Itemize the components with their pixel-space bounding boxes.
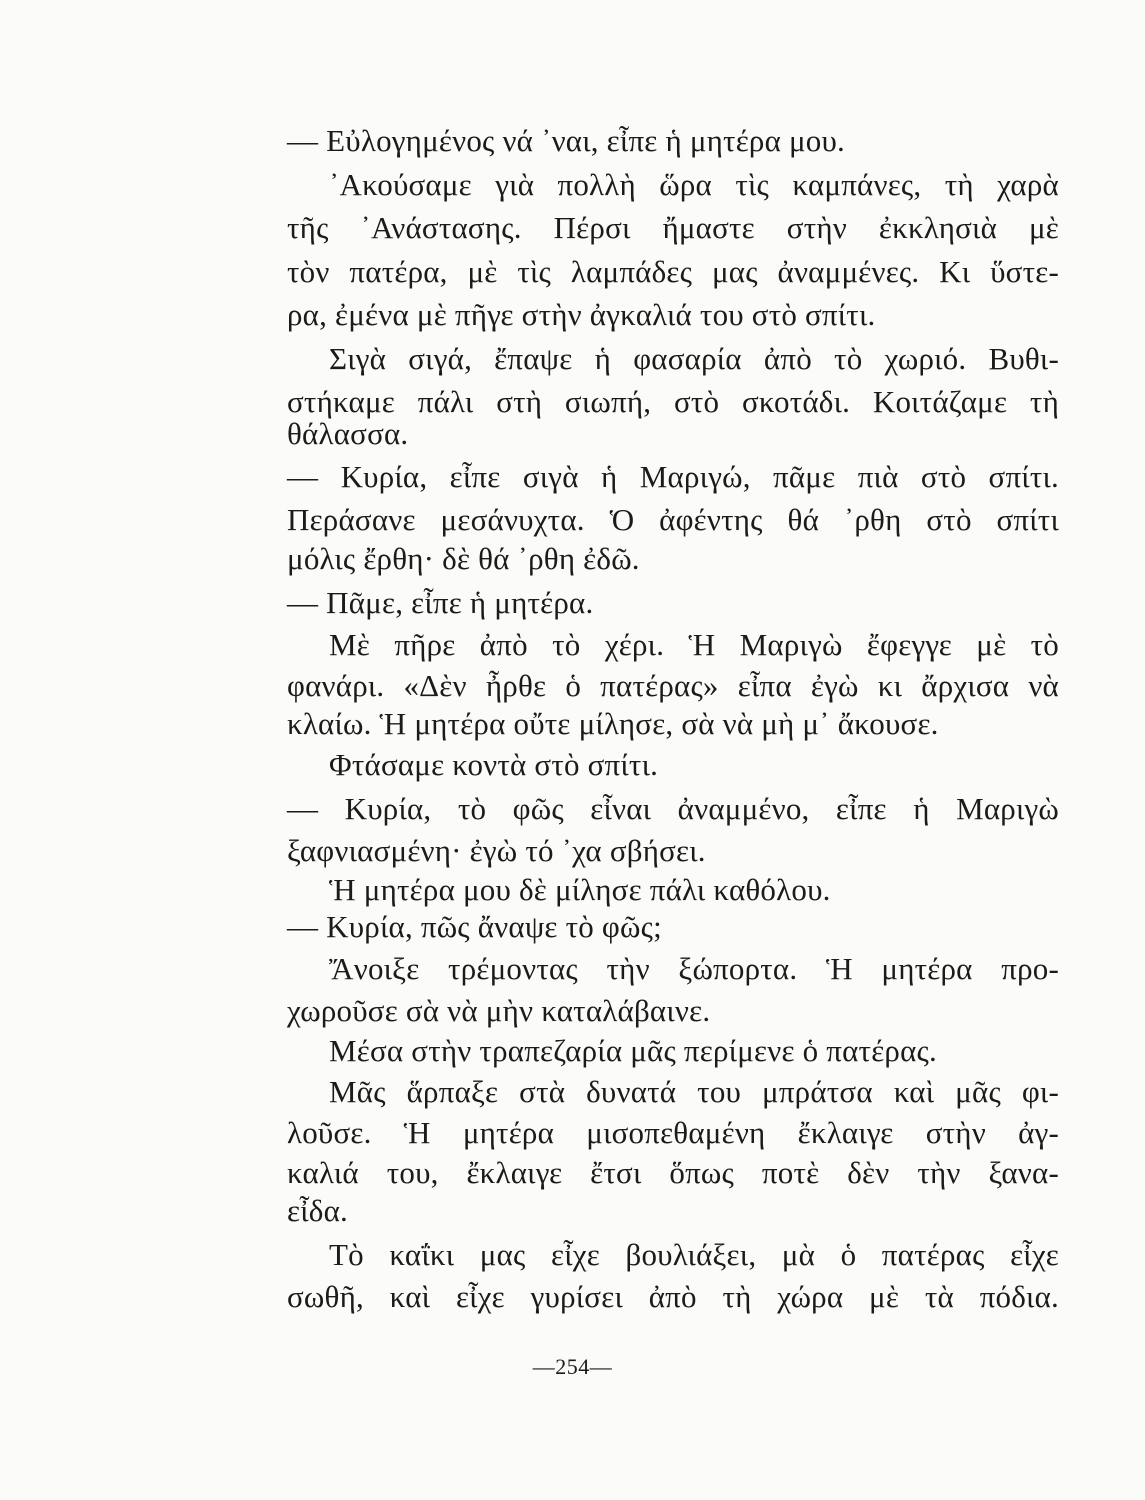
text-line: μόλις ἔρθη· δὲ θά ᾿ρθη ἐδῶ. [287, 541, 640, 576]
text-line: φανάρι. «Δὲν ἦρθε ὁ πατέρας» εἶπα ἐγὼ κι ἄρχισα νὰ [287, 668, 1059, 703]
text-line: Περάσανε μεσάνυχτα. Ὁ ἀφέντης θά ᾿ρθη στὸ σπίτι [287, 502, 1059, 537]
text-line-dialogue: — Εὐλογημένος νά ᾿ναι, εἶπε ἡ μητέρα μου. [287, 123, 846, 158]
text-line: σωθῆ, καὶ εἶχε γυρίσει ἀπὸ τὴ χώρα μὲ τὰ πόδια. [287, 1279, 1059, 1314]
text-line: Ἡ μητέρα μου δὲ μίλησε πάλι καθόλου. [329, 872, 831, 907]
text-line: Μὲ πῆρε ἀπὸ τὸ χέρι. Ἡ Μαριγὼ ἔφεγγε μὲ τὸ [329, 627, 1059, 662]
text-line: εἶδα. [287, 1193, 348, 1228]
text-line: Μᾶς ἅρπαξε στὰ δυνατά του μπράτσα καὶ μᾶς φι- [329, 1074, 1059, 1109]
text-line: καλιά του, ἔκλαιγε ἔτσι ὅπως ποτὲ δὲν τὴν ξανα- [287, 1155, 1059, 1190]
text-line: ρα, ἐμένα μὲ πῆγε στὴν ἀγκαλιά του στὸ σπίτι. [287, 297, 876, 332]
text-line: τῆς ᾿Ανάστασης. Πέρσι ἤμαστε στὴν ἐκκλησιὰ μὲ [287, 210, 1059, 245]
text-line-dialogue: — Κυρία, πῶς ἄναψε τὸ φῶς; [287, 909, 662, 944]
text-line: λοῦσε. Ἡ μητέρα μισοπεθαμένη ἔκλαιγε στὴν ἀγ- [287, 1115, 1059, 1150]
text-line: Μέσα στὴν τραπεζαρία μᾶς περίμενε ὁ πατέρας. [329, 1033, 937, 1068]
text-line: κλαίω. Ἡ μητέρα οὔτε μίλησε, σὰ νὰ μὴ μ᾿ ἄκουσε. [287, 706, 939, 741]
text-line: χωροῦσε σὰ νὰ μὴν καταλάβαινε. [287, 993, 711, 1028]
text-line: θάλασσα. [287, 416, 409, 451]
text-line: ξαφνιασμένη· ἐγὼ τό ᾿χα σβήσει. [287, 833, 706, 868]
text-line: Φτάσαμε κοντὰ στὸ σπίτι. [329, 747, 659, 782]
page-number: —254— [532, 1354, 613, 1379]
text-line: ᾿Ακούσαμε γιὰ πολλὴ ὥρα τὶς καμπάνες, τὴ χαρὰ [329, 167, 1059, 202]
text-line-dialogue: — Πᾶμε, εἶπε ἡ μητέρα. [287, 585, 594, 620]
text-line: Ἄνοιξε τρέμοντας τὴν ξώπορτα. Ἡ μητέρα προ- [329, 951, 1059, 986]
text-line-dialogue: — Κυρία, τὸ φῶς εἶναι ἀναμμένο, εἶπε ἡ Μαριγὼ [287, 791, 1059, 826]
text-line: Σιγὰ σιγά, ἔπαψε ἡ φασαρία ἀπὸ τὸ χωριό. Βυθι- [329, 341, 1059, 376]
text-line: στήκαμε πάλι στὴ σιωπή, στὸ σκοτάδι. Κοιτάζαμε τὴ [287, 384, 1059, 419]
text-line-dialogue: — Κυρία, εἶπε σιγὰ ἡ Μαριγώ, πᾶμε πιὰ στὸ σπίτι. [287, 459, 1059, 494]
text-line: τὸν πατέρα, μὲ τὶς λαμπάδες μας ἀναμμένες. Κι ὕστε- [287, 254, 1059, 289]
text-line: Τὸ καΐκι μας εἶχε βουλιάξει, μὰ ὁ πατέρας εἶχε [329, 1237, 1059, 1272]
